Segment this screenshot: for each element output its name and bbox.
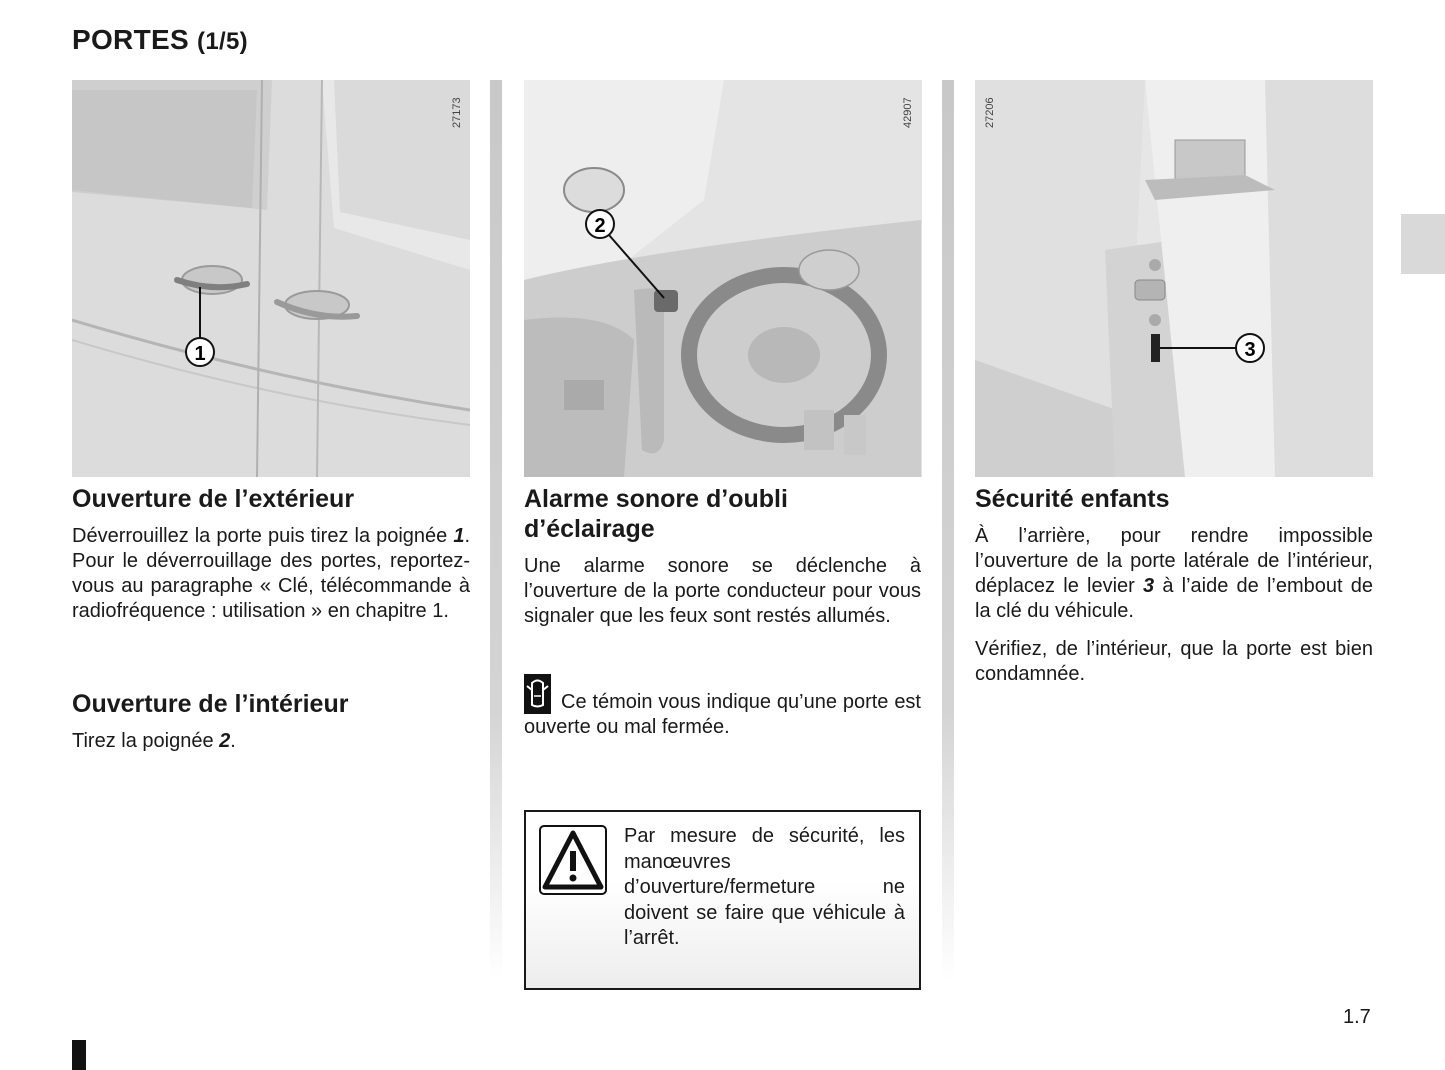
section-heading-exterior: Ouverture de l’extérieur	[72, 485, 355, 513]
callout-3: 3	[1244, 339, 1256, 361]
section-heading-interior: Ouverture de l’intérieur	[72, 690, 349, 718]
figure-code: 27173	[451, 97, 463, 128]
callout-1: 1	[194, 343, 206, 365]
figure-code: 42907	[902, 97, 914, 128]
exterior-door-illustration	[72, 80, 470, 477]
figure-exterior-handle	[72, 80, 470, 477]
safety-warning-box	[524, 810, 921, 990]
paragraph-verify: Vérifiez, de l’intérieur, que la porte est bien condamnée.	[975, 638, 1373, 685]
callout-ref-3: 3	[1143, 575, 1155, 597]
figure-code: 27206	[984, 97, 996, 128]
chapter-tab	[1401, 214, 1445, 274]
corner-mark	[72, 1040, 86, 1070]
child-lock-illustration	[975, 80, 1373, 477]
warning-triangle-icon	[539, 825, 607, 895]
column-divider	[490, 80, 502, 980]
paragraph-exterior: Déverrouillez la porte puis tirez la poignée 1. Pour le déverrouillage des portes, reportez-vous au paragraphe « Clé, télécommande à radiofréquence : utilisation » en chapitre 1.	[72, 525, 470, 622]
callout-ref-2: 2	[219, 730, 231, 752]
callout-2: 2	[594, 215, 606, 237]
page-title	[72, 24, 248, 56]
page-title-text: PORTES	[72, 24, 189, 55]
page-number: 1.7	[1343, 1006, 1371, 1028]
paragraph-telltale: Ce témoin vous indique qu’une porte est ouverte ou mal fermée.	[524, 674, 921, 740]
dashboard-illustration	[524, 80, 921, 477]
figure-interior-handle	[524, 80, 922, 477]
section-heading-child-safety: Sécurité enfants	[975, 485, 1170, 513]
page-title-part: (1/5)	[197, 28, 248, 55]
column-divider	[942, 80, 954, 980]
section-heading-alarm: Alarme sonore d’oubli d’éclairage	[524, 485, 788, 543]
paragraph-alarm: Une alarme sonore se déclenche à l’ouverture de la porte conducteur pour vous signaler que les feux sont restés allumés.	[524, 555, 921, 627]
paragraph-interior: Tirez la poignée 2.	[72, 730, 236, 752]
paragraph-child-safety: À l’arrière, pour rendre impossible l’ouverture de la porte latérale de l’intérieur, déplacez le levier 3 à l’aide de l’embout de la clé du véhicule.	[975, 525, 1373, 622]
callout-ref-1: 1	[453, 525, 465, 547]
door-open-warning-icon	[524, 674, 551, 714]
figure-child-lock	[975, 80, 1373, 477]
warning-text: Par mesure de sécurité, les manœuvres d’ouverture/fermeture ne doivent se faire que véhicule à l’arrêt.	[624, 825, 905, 949]
